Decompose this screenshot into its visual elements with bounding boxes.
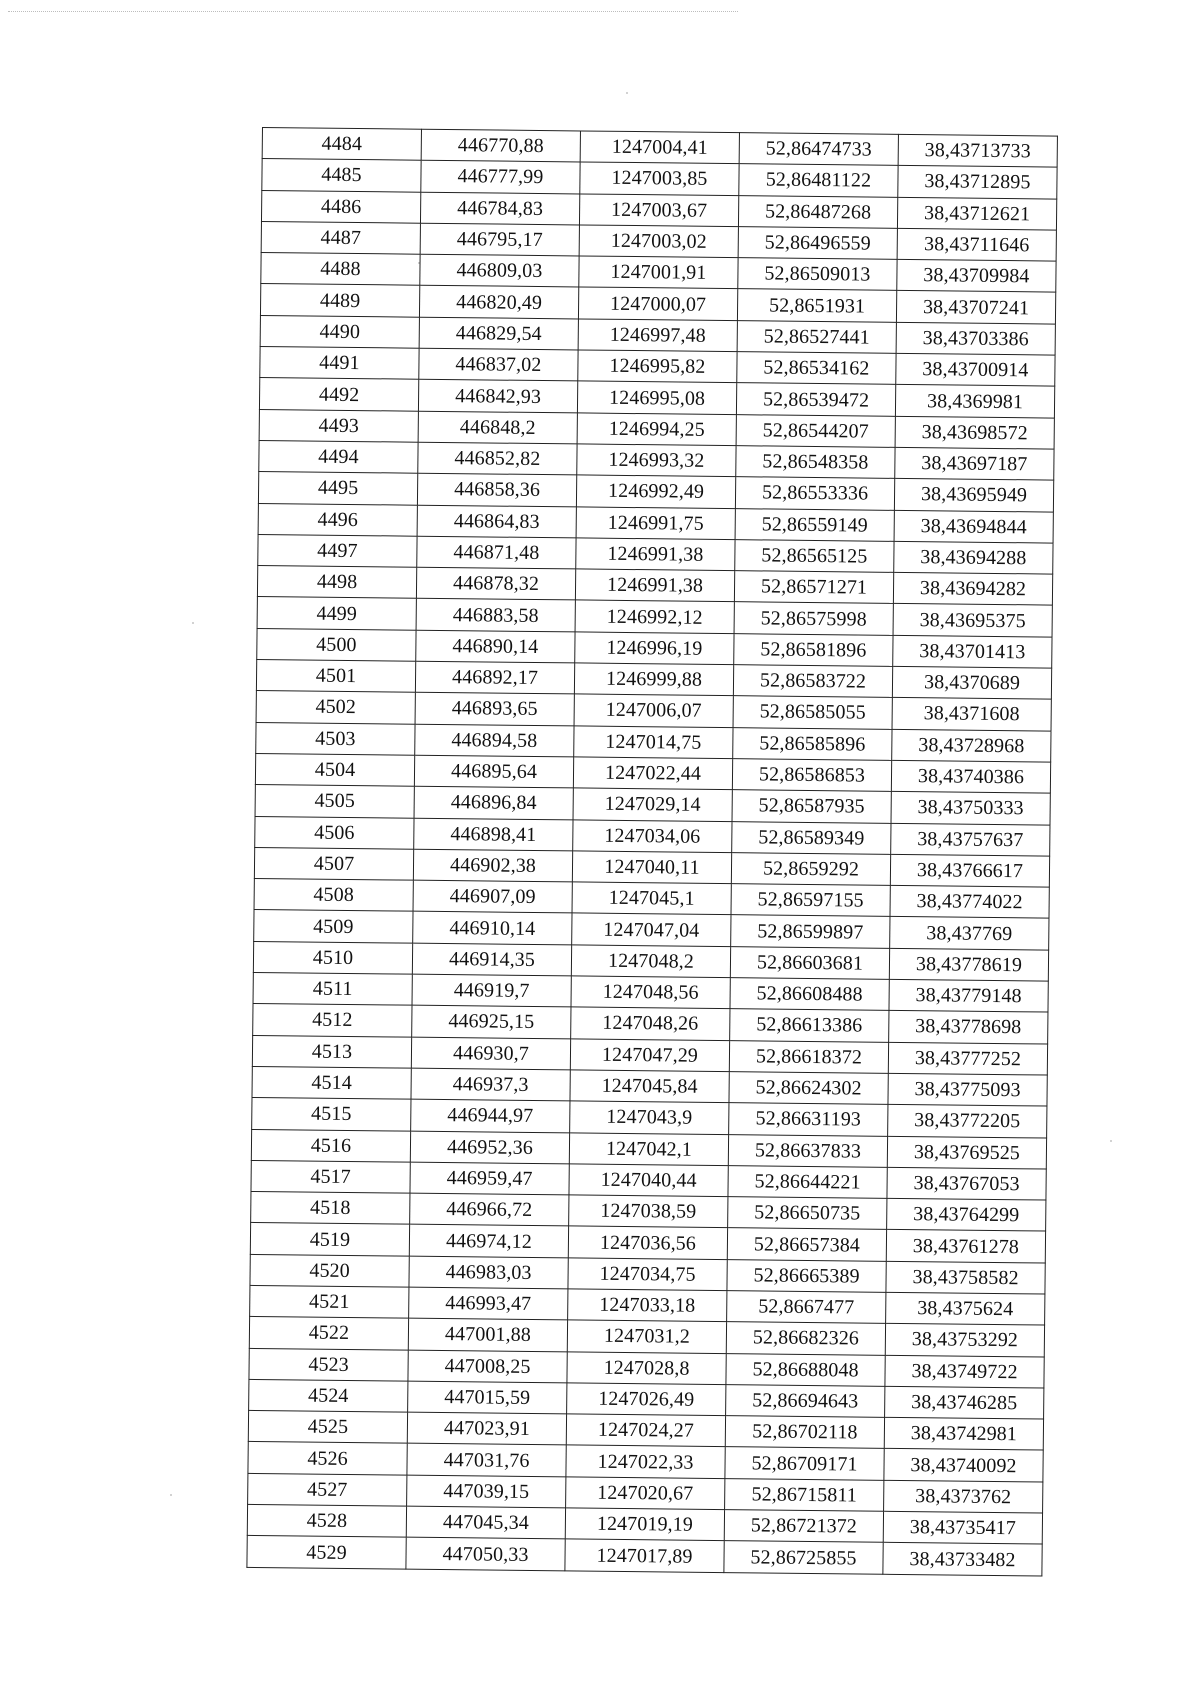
longitude-cell: 38,43775093	[888, 1073, 1047, 1106]
latitude-cell: 52,86618372	[729, 1040, 888, 1073]
longitude-cell: 38,43694288	[894, 541, 1053, 574]
point-number-cell: 4493	[259, 409, 418, 442]
x-coordinate-cell: 447031,76	[407, 1444, 566, 1477]
y-coordinate-cell: 1246999,88	[574, 663, 733, 696]
y-coordinate-cell: 1247022,33	[566, 1445, 725, 1478]
coordinates-table-wrapper	[246, 127, 1058, 1576]
x-coordinate-cell: 446878,32	[416, 567, 575, 600]
longitude-cell: 38,43701413	[893, 635, 1052, 668]
scan-artifact-dot	[170, 1494, 172, 1496]
y-coordinate-cell: 1246995,82	[578, 350, 737, 383]
longitude-cell: 38,43740092	[884, 1449, 1043, 1482]
latitude-cell: 52,86474733	[739, 133, 898, 166]
point-number-cell: 4505	[255, 785, 414, 818]
point-number-cell: 4495	[258, 472, 417, 505]
latitude-cell: 52,86583722	[733, 665, 892, 698]
y-coordinate-cell: 1247001,91	[579, 256, 738, 289]
point-number-cell: 4523	[249, 1348, 408, 1381]
point-number-cell: 4486	[261, 190, 420, 223]
y-coordinate-cell: 1246993,32	[577, 444, 736, 477]
longitude-cell: 38,43778619	[889, 948, 1048, 981]
latitude-cell: 52,86544207	[736, 414, 895, 447]
latitude-cell: 52,86581896	[734, 633, 893, 666]
longitude-cell: 38,43767053	[887, 1167, 1046, 1200]
scan-artifact-dot	[626, 92, 628, 94]
y-coordinate-cell: 1246991,38	[575, 569, 734, 602]
latitude-cell: 52,86603681	[730, 946, 889, 979]
x-coordinate-cell: 446842,93	[418, 380, 577, 413]
latitude-cell: 52,86688048	[726, 1353, 885, 1386]
x-coordinate-cell: 446893,65	[415, 693, 574, 726]
latitude-cell: 52,86702118	[725, 1416, 884, 1449]
x-coordinate-cell: 446952,36	[410, 1131, 569, 1164]
point-number-cell: 4518	[251, 1192, 410, 1225]
x-coordinate-cell: 446892,17	[415, 661, 574, 694]
point-number-cell: 4501	[256, 660, 415, 693]
point-number-cell: 4521	[250, 1285, 409, 1318]
longitude-cell: 38,43703386	[896, 322, 1055, 355]
point-number-cell: 4526	[248, 1442, 407, 1475]
latitude-cell: 52,86575998	[734, 602, 893, 635]
x-coordinate-cell: 446837,02	[419, 348, 578, 381]
longitude-cell: 38,43712895	[898, 166, 1057, 199]
point-number-cell: 4503	[256, 722, 415, 755]
y-coordinate-cell: 1246992,49	[576, 475, 735, 508]
latitude-cell: 52,86509013	[738, 258, 897, 291]
point-number-cell: 4491	[260, 347, 419, 380]
point-number-cell: 4507	[254, 847, 413, 880]
x-coordinate-cell: 446864,83	[417, 505, 576, 538]
x-coordinate-cell: 447039,15	[407, 1475, 566, 1508]
longitude-cell: 38,4375624	[886, 1292, 1045, 1325]
y-coordinate-cell: 1247017,89	[565, 1539, 724, 1572]
point-number-cell: 4520	[250, 1254, 409, 1287]
latitude-cell: 52,86585896	[733, 727, 892, 760]
longitude-cell: 38,4371608	[892, 698, 1051, 731]
latitude-cell: 52,86644221	[728, 1165, 887, 1198]
x-coordinate-cell: 446809,03	[420, 254, 579, 287]
x-coordinate-cell: 446829,54	[419, 317, 578, 350]
point-number-cell: 4488	[261, 253, 420, 286]
scan-artifact-dot	[192, 622, 194, 624]
longitude-cell: 38,43749722	[885, 1355, 1044, 1388]
x-coordinate-cell: 446944,97	[411, 1099, 570, 1132]
latitude-cell: 52,86613386	[730, 1009, 889, 1042]
y-coordinate-cell: 1247038,59	[569, 1195, 728, 1228]
latitude-cell: 52,86548358	[736, 446, 895, 479]
x-coordinate-cell: 446966,72	[410, 1193, 569, 1226]
x-coordinate-cell: 446983,03	[409, 1256, 568, 1289]
x-coordinate-cell: 446848,2	[418, 411, 577, 444]
latitude-cell: 52,86553336	[735, 477, 894, 510]
longitude-cell: 38,43779148	[889, 979, 1048, 1012]
y-coordinate-cell: 1247031,2	[567, 1320, 726, 1353]
point-number-cell: 4509	[254, 910, 413, 943]
longitude-cell: 38,43712621	[897, 197, 1056, 230]
y-coordinate-cell: 1247003,67	[579, 194, 738, 227]
latitude-cell: 52,86587935	[732, 790, 891, 823]
latitude-cell: 52,86665389	[727, 1259, 886, 1292]
coordinates-table	[246, 127, 1058, 1576]
x-coordinate-cell: 447008,25	[408, 1350, 567, 1383]
y-coordinate-cell: 1247047,29	[570, 1039, 729, 1072]
x-coordinate-cell: 447045,34	[406, 1506, 565, 1539]
coordinates-table-body	[247, 128, 1058, 1576]
latitude-cell: 52,86721372	[724, 1510, 883, 1543]
x-coordinate-cell: 446784,83	[420, 192, 579, 225]
x-coordinate-cell: 446795,17	[420, 223, 579, 256]
latitude-cell: 52,86586853	[732, 759, 891, 792]
y-coordinate-cell: 1247034,06	[573, 819, 732, 852]
y-coordinate-cell: 1246991,75	[576, 506, 735, 539]
latitude-cell: 52,8667477	[727, 1291, 886, 1324]
y-coordinate-cell: 1247033,18	[568, 1289, 727, 1322]
point-number-cell: 4519	[250, 1223, 409, 1256]
x-coordinate-cell: 446820,49	[419, 286, 578, 319]
latitude-cell: 52,86725855	[724, 1541, 883, 1574]
point-number-cell: 4492	[259, 378, 418, 411]
longitude-cell: 38,4369981	[895, 385, 1054, 418]
latitude-cell: 52,86657384	[727, 1228, 886, 1261]
point-number-cell: 4504	[255, 753, 414, 786]
x-coordinate-cell: 446919,7	[412, 974, 571, 1007]
y-coordinate-cell: 1247040,44	[569, 1164, 728, 1197]
latitude-cell: 52,86631193	[729, 1103, 888, 1136]
latitude-cell: 52,86481122	[739, 164, 898, 197]
y-coordinate-cell: 1247004,41	[580, 131, 739, 164]
longitude-cell: 38,43761278	[886, 1230, 1045, 1263]
latitude-cell: 52,86496559	[738, 227, 897, 260]
longitude-cell: 38,43709984	[897, 260, 1056, 293]
latitude-cell: 52,86534162	[737, 352, 896, 385]
y-coordinate-cell: 1247024,27	[566, 1414, 725, 1447]
point-number-cell: 4497	[258, 534, 417, 567]
y-coordinate-cell: 1246992,12	[575, 600, 734, 633]
point-number-cell: 4517	[251, 1160, 410, 1193]
y-coordinate-cell: 1247019,19	[565, 1508, 724, 1541]
latitude-cell: 52,86637833	[728, 1134, 887, 1167]
latitude-cell: 52,86599897	[731, 915, 890, 948]
latitude-cell: 52,86709171	[725, 1447, 884, 1480]
longitude-cell: 38,43697187	[895, 447, 1054, 480]
y-coordinate-cell: 1247003,02	[579, 225, 738, 258]
y-coordinate-cell: 1247048,26	[571, 1007, 730, 1040]
point-number-cell: 4498	[257, 566, 416, 599]
x-coordinate-cell: 447050,33	[406, 1538, 565, 1571]
y-coordinate-cell: 1247006,07	[574, 694, 733, 727]
point-number-cell: 4527	[248, 1473, 407, 1506]
point-number-cell: 4522	[249, 1317, 408, 1350]
longitude-cell: 38,43733482	[883, 1543, 1042, 1576]
y-coordinate-cell: 1247048,2	[571, 945, 730, 978]
latitude-cell: 52,86715811	[725, 1478, 884, 1511]
x-coordinate-cell: 446852,82	[418, 442, 577, 475]
longitude-cell: 38,43753292	[885, 1324, 1044, 1357]
latitude-cell: 52,86624302	[729, 1072, 888, 1105]
longitude-cell: 38,43758582	[886, 1261, 1045, 1294]
x-coordinate-cell: 447001,88	[408, 1318, 567, 1351]
x-coordinate-cell: 446895,64	[414, 755, 573, 788]
x-coordinate-cell: 446777,99	[421, 161, 580, 194]
point-number-cell: 4514	[252, 1066, 411, 1099]
x-coordinate-cell: 446770,88	[421, 129, 580, 162]
point-number-cell: 4511	[253, 972, 412, 1005]
longitude-cell: 38,43742981	[884, 1417, 1043, 1450]
x-coordinate-cell: 446974,12	[409, 1225, 568, 1258]
latitude-cell: 52,86559149	[735, 508, 894, 541]
x-coordinate-cell: 447023,91	[407, 1412, 566, 1445]
x-coordinate-cell: 446910,14	[413, 912, 572, 945]
point-number-cell: 4529	[247, 1536, 406, 1569]
x-coordinate-cell: 446883,58	[416, 599, 575, 632]
point-number-cell: 4516	[251, 1129, 410, 1162]
longitude-cell: 38,43695375	[893, 604, 1052, 637]
y-coordinate-cell: 1247020,67	[566, 1477, 725, 1510]
x-coordinate-cell: 446925,15	[412, 1005, 571, 1038]
longitude-cell: 38,43728968	[892, 729, 1051, 762]
longitude-cell: 38,43769525	[887, 1136, 1046, 1169]
longitude-cell: 38,43740386	[891, 760, 1050, 793]
latitude-cell: 52,86487268	[738, 195, 897, 228]
latitude-cell: 52,86682326	[726, 1322, 885, 1355]
latitude-cell: 52,86694643	[726, 1384, 885, 1417]
longitude-cell: 38,43764299	[887, 1198, 1046, 1231]
latitude-cell: 52,8651931	[737, 289, 896, 322]
scan-artifact-dot	[1110, 1140, 1112, 1142]
longitude-cell: 38,4373762	[884, 1480, 1043, 1513]
point-number-cell: 4515	[252, 1098, 411, 1131]
longitude-cell: 38,43735417	[883, 1511, 1042, 1544]
latitude-cell: 52,86585055	[733, 696, 892, 729]
y-coordinate-cell: 1247003,85	[580, 162, 739, 195]
latitude-cell: 52,86608488	[730, 978, 889, 1011]
point-number-cell: 4489	[260, 284, 419, 317]
latitude-cell: 52,86565125	[735, 540, 894, 573]
longitude-cell: 38,43777252	[888, 1042, 1047, 1075]
x-coordinate-cell: 446930,7	[411, 1037, 570, 1070]
latitude-cell: 52,86589349	[732, 821, 891, 854]
y-coordinate-cell: 1247043,9	[570, 1101, 729, 1134]
point-number-cell: 4496	[258, 503, 417, 536]
longitude-cell: 38,43698572	[895, 416, 1054, 449]
point-number-cell: 4494	[259, 440, 418, 473]
y-coordinate-cell: 1247045,84	[570, 1070, 729, 1103]
point-number-cell: 4502	[256, 691, 415, 724]
point-number-cell: 4528	[247, 1504, 406, 1537]
point-number-cell: 4490	[260, 315, 419, 348]
y-coordinate-cell: 1247048,56	[571, 976, 730, 1009]
y-coordinate-cell: 1247029,14	[573, 788, 732, 821]
point-number-cell: 4499	[257, 597, 416, 630]
y-coordinate-cell: 1246995,08	[577, 381, 736, 414]
y-coordinate-cell: 1246994,25	[577, 413, 736, 446]
longitude-cell: 38,4370689	[892, 666, 1051, 699]
point-number-cell: 4508	[254, 879, 413, 912]
latitude-cell: 52,86539472	[736, 383, 895, 416]
x-coordinate-cell: 446858,36	[417, 473, 576, 506]
y-coordinate-cell: 1247042,1	[569, 1132, 728, 1165]
x-coordinate-cell: 446937,3	[411, 1068, 570, 1101]
longitude-cell: 38,43778698	[889, 1011, 1048, 1044]
latitude-cell: 52,86597155	[731, 884, 890, 917]
longitude-cell: 38,43757637	[891, 823, 1050, 856]
latitude-cell: 52,86650735	[728, 1197, 887, 1230]
latitude-cell: 52,8659292	[731, 852, 890, 885]
longitude-cell: 38,43707241	[896, 291, 1055, 324]
x-coordinate-cell: 446896,84	[414, 786, 573, 819]
y-coordinate-cell: 1246997,48	[578, 319, 737, 352]
point-number-cell: 4500	[257, 628, 416, 661]
longitude-cell: 38,43766617	[890, 854, 1049, 887]
x-coordinate-cell: 446902,38	[413, 849, 572, 882]
latitude-cell: 52,86571271	[734, 571, 893, 604]
y-coordinate-cell: 1247040,11	[572, 851, 731, 884]
point-number-cell: 4506	[255, 816, 414, 849]
longitude-cell: 38,437769	[890, 917, 1049, 950]
x-coordinate-cell: 446993,47	[409, 1287, 568, 1320]
y-coordinate-cell: 1247026,49	[567, 1383, 726, 1416]
y-coordinate-cell: 1247022,44	[573, 757, 732, 790]
longitude-cell: 38,43694844	[894, 510, 1053, 543]
longitude-cell: 38,43746285	[885, 1386, 1044, 1419]
y-coordinate-cell: 1247045,1	[572, 882, 731, 915]
x-coordinate-cell: 446871,48	[417, 536, 576, 569]
point-number-cell: 4525	[248, 1411, 407, 1444]
longitude-cell: 38,43774022	[890, 885, 1049, 918]
point-number-cell: 4487	[261, 221, 420, 254]
point-number-cell: 4512	[253, 1004, 412, 1037]
longitude-cell: 38,43772205	[888, 1105, 1047, 1138]
longitude-cell: 38,43694282	[893, 573, 1052, 606]
y-coordinate-cell: 1247028,8	[567, 1351, 726, 1384]
y-coordinate-cell: 1247034,75	[568, 1258, 727, 1291]
point-number-cell: 4484	[262, 128, 421, 161]
longitude-cell: 38,43750333	[891, 792, 1050, 825]
x-coordinate-cell: 446914,35	[412, 943, 571, 976]
x-coordinate-cell: 446898,41	[414, 818, 573, 851]
y-coordinate-cell: 1246996,19	[575, 632, 734, 665]
longitude-cell: 38,43695949	[894, 479, 1053, 512]
scan-artifact-line	[8, 11, 738, 12]
point-number-cell: 4510	[253, 941, 412, 974]
x-coordinate-cell: 447015,59	[408, 1381, 567, 1414]
latitude-cell: 52,86527441	[737, 320, 896, 353]
point-number-cell: 4513	[252, 1035, 411, 1068]
point-number-cell: 4524	[249, 1379, 408, 1412]
y-coordinate-cell: 1247000,07	[578, 287, 737, 320]
y-coordinate-cell: 1247014,75	[574, 726, 733, 759]
y-coordinate-cell: 1247047,04	[572, 913, 731, 946]
longitude-cell: 38,43713733	[898, 134, 1057, 167]
longitude-cell: 38,43711646	[897, 228, 1056, 261]
y-coordinate-cell: 1246991,38	[576, 538, 735, 571]
x-coordinate-cell: 446959,47	[410, 1162, 569, 1195]
y-coordinate-cell: 1247036,56	[568, 1226, 727, 1259]
longitude-cell: 38,43700914	[896, 353, 1055, 386]
point-number-cell: 4485	[262, 159, 421, 192]
x-coordinate-cell: 446894,58	[415, 724, 574, 757]
x-coordinate-cell: 446890,14	[416, 630, 575, 663]
x-coordinate-cell: 446907,09	[413, 880, 572, 913]
